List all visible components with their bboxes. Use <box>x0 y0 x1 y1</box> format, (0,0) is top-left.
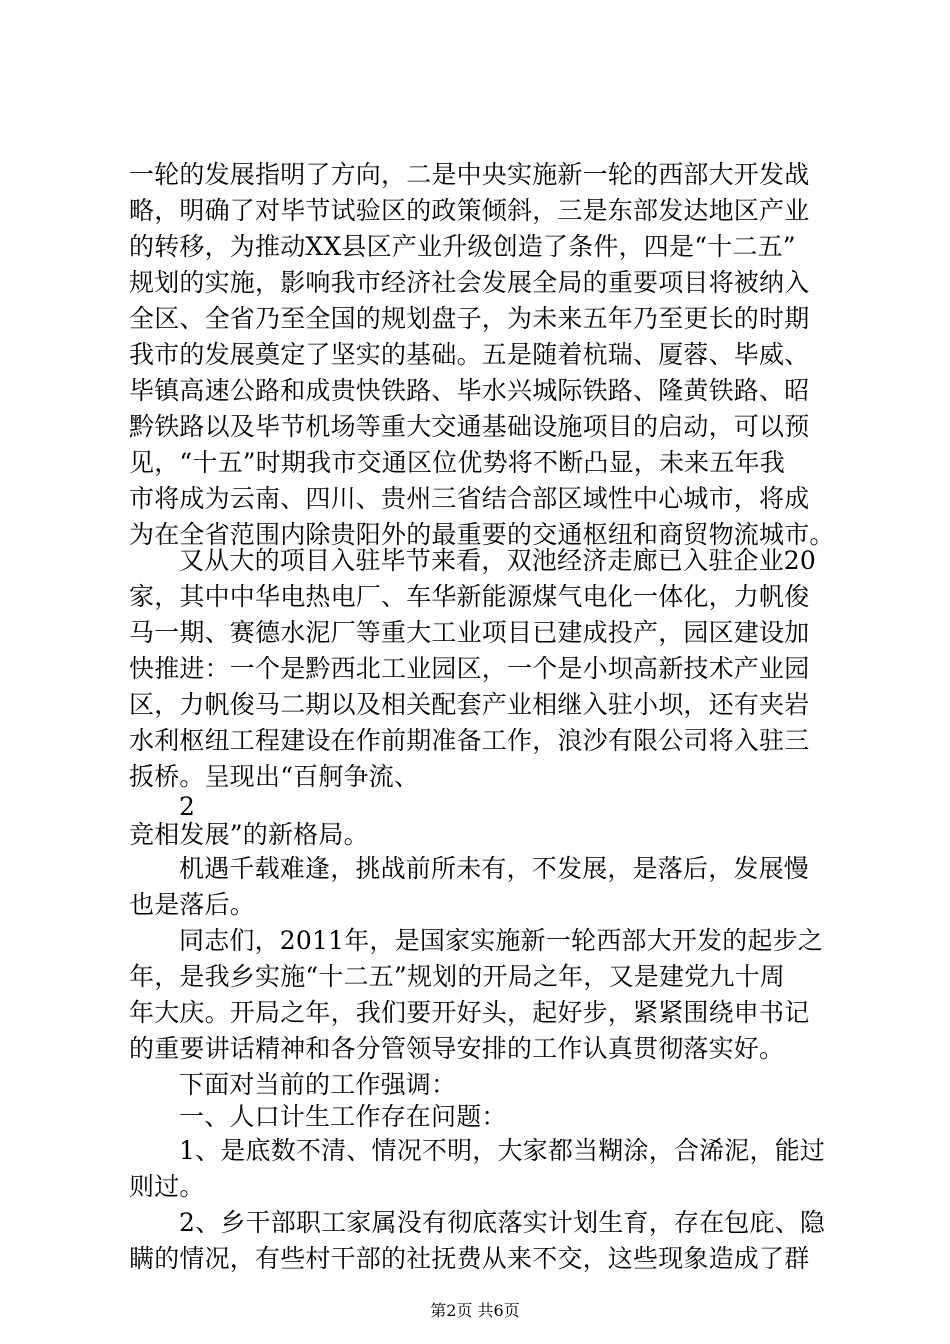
page-footer: 第2页 共6页 <box>430 1301 520 1320</box>
paragraph-line: 的重要讲话精神和各分管领导安排的工作认真贯彻落实好。 <box>129 1034 785 1063</box>
paragraph-line: 2、乡干部职工家属没有彻底落实计划生育，存在包庇、隐 <box>179 1208 826 1237</box>
paragraph-line: 为在全省范围内除贵阳外的最重要的交通枢纽和商贸物流城市。 <box>129 520 835 549</box>
paragraph-line: 1、是底数不清、情况不明，大家都当糊涂，合浠泥，能过 <box>179 1136 826 1165</box>
paragraph-line: 年，是我乡实施“十二五”规划的开局之年，又是建党九十周 <box>129 962 785 991</box>
paragraph-line: 瞒的情况，有些村干部的社抚费从来不交，这些现象造成了群 <box>129 1244 810 1273</box>
paragraph-line: 年大庆。开局之年，我们要开好头，起好步，紧紧围绕申书记 <box>129 998 810 1027</box>
paragraph-line: 马一期、赛德水泥厂等重大工业项目已建成投产，园区建设加 <box>129 618 810 647</box>
paragraph-line: 同志们，2011年，是国家实施新一轮西部大开发的起步之 <box>179 926 824 955</box>
paragraph-line: 区，力帆俊马二期以及相关配套产业相继入驻小坝，还有夹岩 <box>129 690 810 719</box>
paragraph-line: 下面对当前的工作强调： <box>179 1070 457 1099</box>
paragraph-line: 扳桥。呈现出“百舸争流、 <box>129 762 420 791</box>
paragraph-line: 市将成为云南、四川、贵州三省结合部区域性中心城市，将成 <box>129 484 810 513</box>
paragraph-line: 略，明确了对毕节试验区的政策倾斜，三是东部发达地区产业 <box>129 196 810 225</box>
paragraph-line: 规划的实施，影响我市经济社会发展全局的重要项目将被纳入 <box>129 268 810 297</box>
paragraph-line: 我市的发展奠定了坚实的基础。五是随着杭瑞、厦蓉、毕威、 <box>129 340 810 369</box>
paragraph-line: 机遇千载难逢，挑战前所未有，不发展，是落后，发展慢 <box>179 854 810 883</box>
paragraph-line: 见，“十五”时期我市交通区位优势将不断凸显，未来五年我 <box>129 448 785 477</box>
paragraph-line: 一、人口计生工作存在问题： <box>179 1102 507 1131</box>
paragraph-line: 又从大的项目入驻毕节来看，双池经济走廊已入驻企业20 <box>179 546 817 575</box>
paragraph-line: 一轮的发展指明了方向，二是中央实施新一轮的西部大开发战 <box>129 160 810 189</box>
inline-page-number: 2 <box>179 792 196 821</box>
paragraph-line: 也是落后。 <box>129 890 256 919</box>
paragraph-line: 则过。 <box>129 1172 205 1201</box>
paragraph-line: 全区、全省乃至全国的规划盘子，为未来五年乃至更长的时期 <box>129 304 810 333</box>
paragraph-line: 水利枢纽工程建设在作前期准备工作，浪沙有限公司将入驻三 <box>129 726 810 755</box>
paragraph-line: 家，其中中华电热电厂、车华新能源煤气电化一体化，力帆俊 <box>129 582 810 611</box>
paragraph-line: 竞相发展”的新格局。 <box>129 820 369 849</box>
paragraph-line: 毕镇高速公路和成贵快铁路、毕水兴城际铁路、隆黄铁路、昭 <box>129 376 810 405</box>
paragraph-line: 的转移，为推动XX县区产业升级创造了条件，四是“十二五” <box>129 232 796 261</box>
paragraph-line: 快推进：一个是黔西北工业园区，一个是小坝高新技术产业园 <box>129 654 810 683</box>
paragraph-line: 黔铁路以及毕节机场等重大交通基础设施项目的启动，可以预 <box>129 412 810 441</box>
